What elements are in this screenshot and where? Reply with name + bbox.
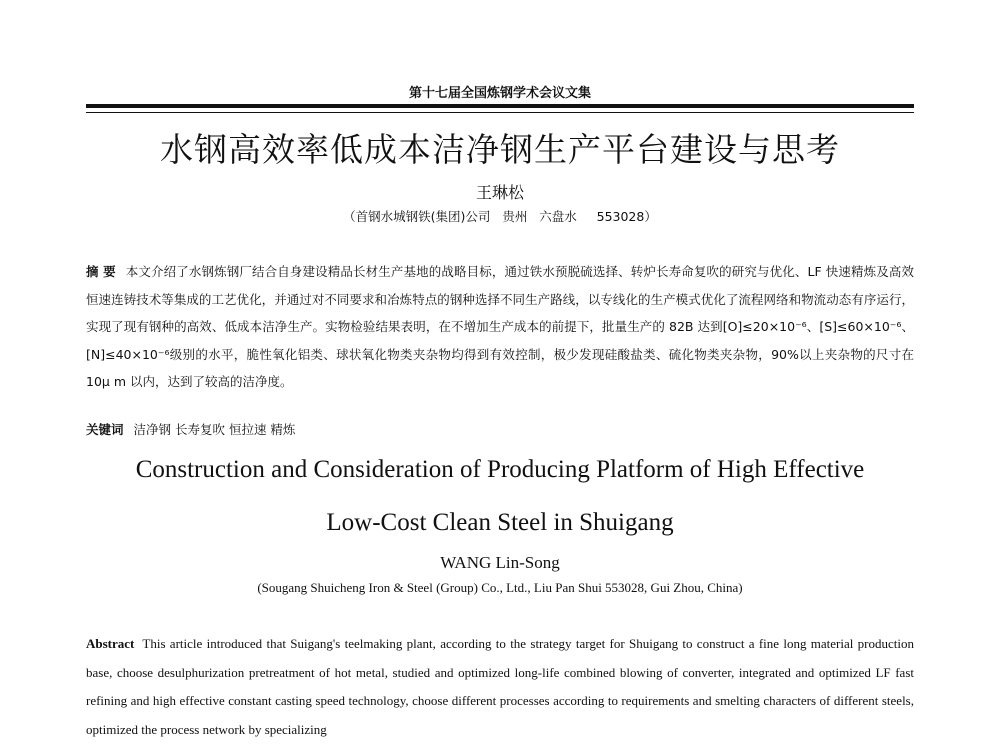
abstract-label-en: Abstract: [86, 636, 135, 651]
keywords-cn: [86, 420, 914, 438]
keywords-label-cn: 关键词: [86, 422, 124, 437]
abstract-cn: [86, 258, 914, 396]
paper-title-en-line2: Low-Cost Clean Steel in Shuigang: [326, 509, 674, 536]
keywords-text-cn: 洁净钢 长寿复吹 恒拉速 精炼: [133, 422, 296, 437]
abstract-label-cn: 摘 要: [86, 264, 116, 279]
abstract-text-en: This article introduced that Suigang's teelmaking plant, according to the strategy target for Shuigang to construct a fine long material production base, choose desulphurization pretreatment of hot metal, studied and optimized long-life combined blowing of converter, integrated and optimized LF fast refining and high effective constant casting speed technology, choose different processes according to requirements and smelting characters of different steels, optimized the process network by specializing: [86, 636, 914, 737]
header-rule-thin: [86, 112, 914, 113]
header-rule-thick: [86, 104, 914, 108]
paper-title-en-line1: Construction and Consideration of Producing Platform of High Effective: [135, 456, 865, 483]
proceedings-header: 第十七届全国炼钢学术会议文集: [408, 86, 591, 101]
affiliation-cn: （首钢水城钢铁(集团)公司 贵州 六盘水 553028）: [343, 209, 657, 224]
abstract-text-cn: 本文介绍了水钢炼钢厂结合自身建设精品长材生产基地的战略目标，通过铁水预脱硫选择、转炉长寿命复吹的研究与优化、LF 快速精炼及高效恒速连铸技术等集成的工艺优化，并通过对不同要求和冶炼特点的钢种选择不同生产路线，以专线化的生产模式优化了流程网络和物流动态有序运行，实现了现有钢种的高效、低成本洁净生产。实物检验结果表明，在不增加生产成本的前提下，批量生产的 82B 达到[O]≤20×10⁻⁶、[S]≤60×10⁻⁶、[N]≤40×10⁻⁶级别的水平，脆性氧化铝类、球状氧化物类夹杂物均得到有效控制，极少发现硅酸盐类、硫化物类夹杂物，90%以上夹杂物的尺寸在 10μ m 以内，达到了较高的洁净度。: [86, 264, 914, 390]
author-cn: 王琳松: [475, 183, 524, 202]
affiliation-en: (Sougang Shuicheng Iron & Steel (Group) Co., Ltd., Liu Pan Shui 553028, Gui Zhou, China): [257, 580, 743, 595]
paper-title-cn: 水钢高效率低成本洁净钢生产平台建设与思考: [160, 130, 840, 169]
author-en: WANG Lin-Song: [440, 553, 560, 572]
abstract-en: [86, 630, 914, 744]
